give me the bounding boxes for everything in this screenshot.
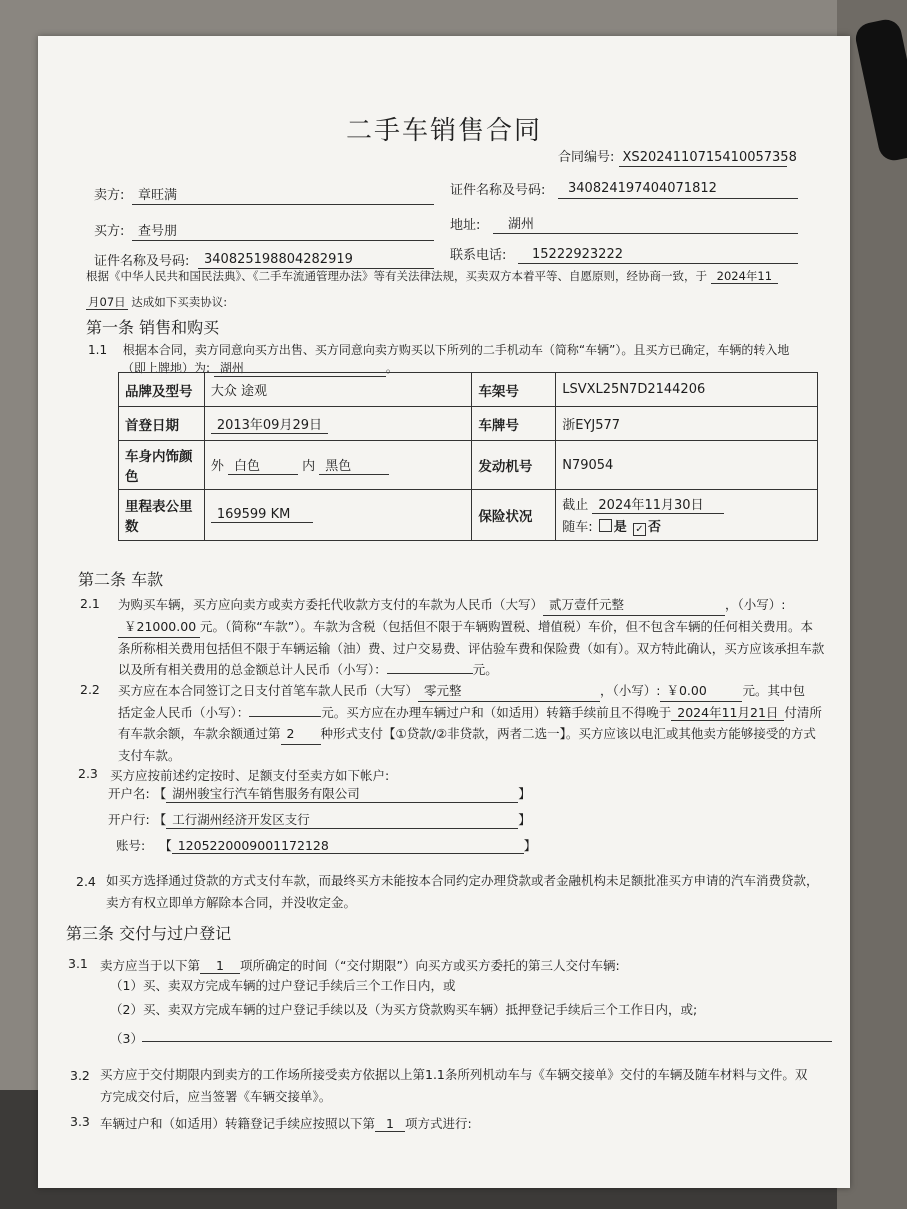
table-row — [119, 441, 818, 490]
seller-id-label: 证件名称及号码: — [450, 183, 546, 198]
bank-branch-label: 开户行: — [108, 812, 150, 827]
intro-date-b: 月07日 — [88, 295, 126, 309]
clause-text: 为购买车辆，买方应向卖方或卖方委托代收款方支付的车款为人民币（大写） — [118, 597, 544, 612]
clause-text: 项所确定的时间（“交付期限”）向买方或买方委托的第三人交付车辆: — [240, 958, 620, 973]
registration-date-cell — [204, 407, 472, 441]
clause-text: 项方式进行: — [405, 1116, 472, 1131]
section-1-heading: 第一条 销售和购买 — [86, 318, 220, 337]
delivery-option-1: （1）买、卖双方完成车辆的过户登记手续后三个工作日内，或 — [110, 978, 456, 993]
clause-2-4 — [106, 870, 826, 914]
bank-name-row — [108, 784, 531, 803]
buyer-id-label: 证件名称及号码: — [94, 254, 190, 269]
price-amount: ￥21000.00 — [118, 616, 200, 638]
checkbox-no[interactable]: ✓ — [633, 523, 646, 536]
exterior-prefix: 外 — [210, 459, 224, 474]
clause-3-2 — [100, 1064, 840, 1108]
address-label: 地址: — [450, 218, 481, 233]
clause-text: 车辆过户和（如适用）转籍登记手续应按照以下第 — [100, 1116, 376, 1131]
engine-value: N79054 — [556, 441, 818, 490]
bank-branch-value: 工行湖州经济开发区支行 — [166, 810, 518, 829]
exterior-color: 白色 — [228, 455, 298, 475]
clause-text: 元。其中包 — [742, 683, 805, 698]
plate-label: 车牌号 — [472, 407, 556, 441]
plate-value: 浙EYJ577 — [556, 407, 818, 441]
vin-value: LSVXL25N7D2144206 — [556, 373, 818, 407]
intro-text — [86, 268, 778, 284]
contract-number-value: XS202411071541005735‍8 — [619, 150, 787, 167]
clause-text: 买方应于交付期限内到卖方的工作场所接受卖方依据以上第1.1条所列机动车与《车辆交接单》交付的车辆及随车材料与文件。双 — [100, 1067, 808, 1082]
delivery-option-3: （3） — [110, 1031, 143, 1046]
clause-text: 种形式支付【①贷款/②非贷款，两者二选一】。买方应该以电汇或其他卖方能够接受的方式 — [320, 726, 816, 741]
label-no: 否 — [647, 520, 661, 535]
color-label: 车身内饰颜色 — [119, 441, 205, 490]
table-row — [119, 407, 818, 441]
insurance-cell — [556, 490, 818, 541]
clause-text: 元。（简称“车款”）。车款为含税（包括但不限于车辆购置税、增值税）车价，但不包含车辆的任何相关费用。本 — [200, 619, 813, 634]
clause-2-2-number: 2.2 — [80, 682, 100, 697]
brand-label: 品牌及型号 — [119, 373, 205, 407]
table-row — [119, 490, 818, 541]
delivery-option-2: （2）买、卖双方完成车辆的过户登记手续以及（为买方贷款购买车辆）抵押登记手续后三个工作日内，或; — [110, 1002, 698, 1017]
payment-type: 2 — [281, 723, 321, 745]
registration-date-value: 2013年09月29日 — [211, 418, 328, 434]
bracket-left: 【 — [159, 838, 172, 853]
insurance-until: 2024年11月30日 — [592, 494, 724, 514]
mileage-label: 里程表公里数 — [119, 490, 205, 541]
intro-text-2: 达成如下买卖协议: — [131, 295, 228, 309]
clause-3-2-number: 3.2 — [70, 1068, 90, 1083]
mileage-field — [211, 507, 313, 523]
clause-text: 支付车款。 — [118, 748, 181, 763]
section-3-heading: 第三条 交付与过户登记 — [66, 924, 232, 943]
buyer-id-value: 340825198804282919 — [204, 252, 353, 267]
clause-text: 元。 — [472, 662, 498, 677]
brand-value: 大众 途观 — [204, 373, 472, 407]
contract-title: 二手车销售合同 — [345, 116, 542, 146]
clause-text: （即上牌地）为: — [122, 361, 211, 375]
phone-label: 联系电话: — [450, 248, 507, 263]
engine-label: 发动机号 — [472, 441, 556, 490]
table-row — [119, 373, 818, 407]
clause-2-1-number: 2.1 — [80, 596, 100, 611]
bracket-right: 】 — [518, 786, 531, 801]
contract-number — [558, 150, 797, 167]
clause-3-3-number: 3.3 — [70, 1114, 90, 1129]
buyer-label: 买方: — [94, 224, 125, 239]
buyer-value: 查号朋 — [138, 224, 178, 239]
intro-date-a: 2024年11 — [711, 269, 778, 284]
insurance-label: 保险状况 — [472, 490, 556, 541]
bracket-right: 】 — [523, 838, 537, 853]
clause-3-1-number: 3.1 — [68, 956, 88, 971]
bracket-right: 】 — [518, 812, 531, 827]
interior-color: 黑色 — [319, 455, 389, 475]
phone-value: 15222923222 — [532, 247, 623, 262]
clause-text: 付清所 — [784, 705, 822, 720]
clause-2-1 — [118, 594, 825, 680]
mileage-cell — [204, 490, 472, 541]
clause-number: 1.1 — [88, 343, 108, 357]
clause-2-2 — [118, 680, 822, 766]
section-2-heading: 第二条 车款 — [78, 570, 164, 589]
clause-1-1 — [88, 342, 789, 358]
seller-label: 卖方: — [94, 188, 125, 203]
bracket-left: 【 — [153, 786, 167, 801]
price-in-words: 贰万壹仟元整 — [543, 594, 725, 616]
clause-text: 元。买方应在办理车辆过户和（如适用）转籍手续前且不得晚于 — [321, 705, 672, 720]
address-value: 湖州 — [508, 217, 535, 232]
clause-text: 以及所有相关费用的总金额总计人民币（小写）： — [118, 662, 387, 677]
seller-value: 章旺满 — [138, 188, 178, 203]
clause-text: 卖方应当于以下第 — [100, 958, 201, 973]
clause-text: 条所称相关费用包括但不限于车辆运输（油）费、过户交易费、评估验车费和保险费（如有）。双方特此确认，买方应该承担车款 — [118, 641, 825, 656]
clause-2-3-text: 买方应按前述约定按时、足额支付至卖方如下帐户: — [110, 768, 390, 783]
account-value: 1205220009001172128 — [172, 838, 524, 854]
vehicle-table — [118, 372, 818, 541]
clause-3-1 — [100, 956, 620, 974]
seller-id-value: 340824197404071812 — [568, 181, 717, 196]
clause-2-4-number: 2.4 — [76, 874, 96, 889]
intro-text-1: 根据《中华人民共和国民法典》、《二手车流通管理办法》等有关法律法规，买卖双方本着平等、自愿原则，经协商一致，于 — [86, 269, 707, 283]
clause-text: 括定金人民币（小写）： — [118, 705, 250, 720]
label-yes: 是 — [613, 520, 627, 535]
bank-name-value: 湖州骏宝行汽车销售服务有限公司 — [166, 784, 518, 803]
intro-line-2 — [86, 294, 227, 310]
contract-page — [38, 36, 850, 1188]
clause-text: 买方应在本合同签订之日支付首笔车款人民币（大写） — [118, 683, 419, 698]
interior-prefix: 内 — [302, 459, 316, 474]
account-row — [116, 836, 536, 854]
mileage-unit: KM — [270, 507, 291, 522]
insurance-until-prefix: 截止 — [562, 498, 589, 513]
clause-text: ，（小写）: — [725, 597, 786, 612]
clause-2-3-number: 2.3 — [78, 766, 98, 781]
clause-text: 卖方有权立即单方解除本合同，并没收定金。 — [106, 895, 357, 910]
transfer-item: 1 — [375, 1116, 405, 1132]
down-payment-in-words: 零元整 — [418, 680, 600, 702]
registration-date-label: 首登日期 — [119, 407, 205, 441]
payment-deadline: 2024年11月21日 — [671, 705, 784, 721]
bank-name-label: 开户名: — [108, 786, 150, 801]
clause-1-1-line2: （即上牌地）为: 湖州 。 — [122, 361, 398, 375]
vin-label: 车架号 — [472, 373, 556, 407]
registration-place: 湖州 — [214, 360, 386, 377]
color-cell — [204, 441, 472, 490]
clause-text: 如买方选择通过贷款的方式支付车款，而最终买方未能按本合同约定办理贷款或者金融机构未足额批准买方申请的汽车消费贷款， — [106, 873, 819, 888]
delivery-item: 1 — [200, 958, 240, 974]
mileage-value: 169599 — [216, 507, 267, 522]
clause-text: ，（小写）: — [600, 683, 661, 698]
clause-3-3 — [100, 1114, 472, 1132]
bracket-left: 【 — [153, 812, 167, 827]
contract-number-label: 合同编号: — [558, 150, 615, 165]
checkbox-yes[interactable] — [599, 519, 612, 532]
clause-text: 根据本合同，卖方同意向买方出售、买方同意向卖方购买以下所列的二手机动车（简称“车辆”）。且买方已确定，车辆的转入地 — [122, 343, 790, 357]
account-label: 账号: — [116, 838, 146, 853]
bank-branch-row — [108, 810, 531, 829]
clause-text: 方完成交付后，应当签署《车辆交接单》。 — [100, 1089, 332, 1104]
insurance-with-car: 随车: — [562, 520, 593, 535]
down-payment-amount: ￥0.00 — [660, 680, 742, 702]
clause-text: 有车款余额，车款余额通过第 — [118, 726, 281, 741]
